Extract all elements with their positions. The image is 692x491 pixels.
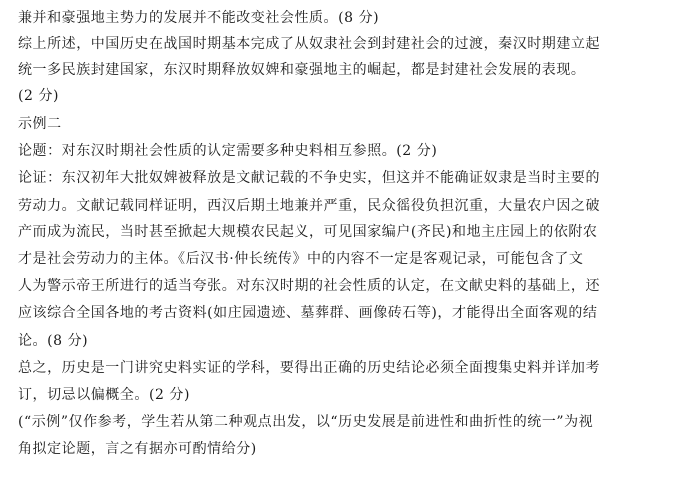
text-line: (“示例”仅作参考，学生若从第二种观点出发，以“历史发展是前进性和曲折性的统一”为视 bbox=[18, 414, 594, 430]
text-line: 总之，历史是一门讲究史料实证的学科，要得出正确的历史结论必须全面搜集史料并详加考 bbox=[18, 360, 600, 376]
section-heading: 示例二 bbox=[18, 116, 62, 132]
text-line: 论题：对东汉时期社会性质的认定需要多种史料相互参照。(2 分) bbox=[18, 143, 438, 159]
text-line: (2 分) bbox=[18, 88, 60, 104]
text-line: 人为警示帝王所进行的适当夸张。对东汉时期的社会性质的认定，在文献史料的基础上，还 bbox=[18, 278, 600, 294]
text-line: 兼并和豪强地主势力的发展并不能改变社会性质。(8 分) bbox=[18, 10, 380, 26]
text-line: 产而成为流民，当时甚至掀起大规模农民起义，可见国家编户(齐民)和地主庄园上的依附农 bbox=[18, 224, 598, 240]
text-line: 论证：东汉初年大批奴婢被释放是文献记载的不争史实，但这并不能确证奴隶是当时主要的 bbox=[18, 170, 600, 186]
text-line: 才是社会劳动力的主体。《后汉书·仲长统传》中的内容不一定是客观记录，可能包含了文 bbox=[18, 251, 584, 267]
text-line: 订，切忌以偏概全。(2 分) bbox=[18, 387, 190, 403]
text-line: 角拟定论题，言之有据亦可酌情给分) bbox=[18, 441, 257, 457]
text-line: 综上所述，中国历史在战国时期基本完成了从奴隶社会到封建社会的过渡，秦汉时期建立起 bbox=[18, 36, 600, 52]
text-line: 劳动力。文献记载同样证明，西汉后期土地兼并严重，民众徭役负担沉重，大量农户因之破 bbox=[18, 198, 600, 214]
text-line: 论。(8 分) bbox=[18, 333, 89, 349]
text-line: 应该综合全国各地的考古资料(如庄园遗迹、墓葬群、画像砖石等)，才能得出全面客观的结 bbox=[18, 305, 598, 321]
text-line: 统一多民族封建国家，东汉时期释放奴婢和豪强地主的崛起，都是封建社会发展的表现。 bbox=[18, 62, 586, 78]
